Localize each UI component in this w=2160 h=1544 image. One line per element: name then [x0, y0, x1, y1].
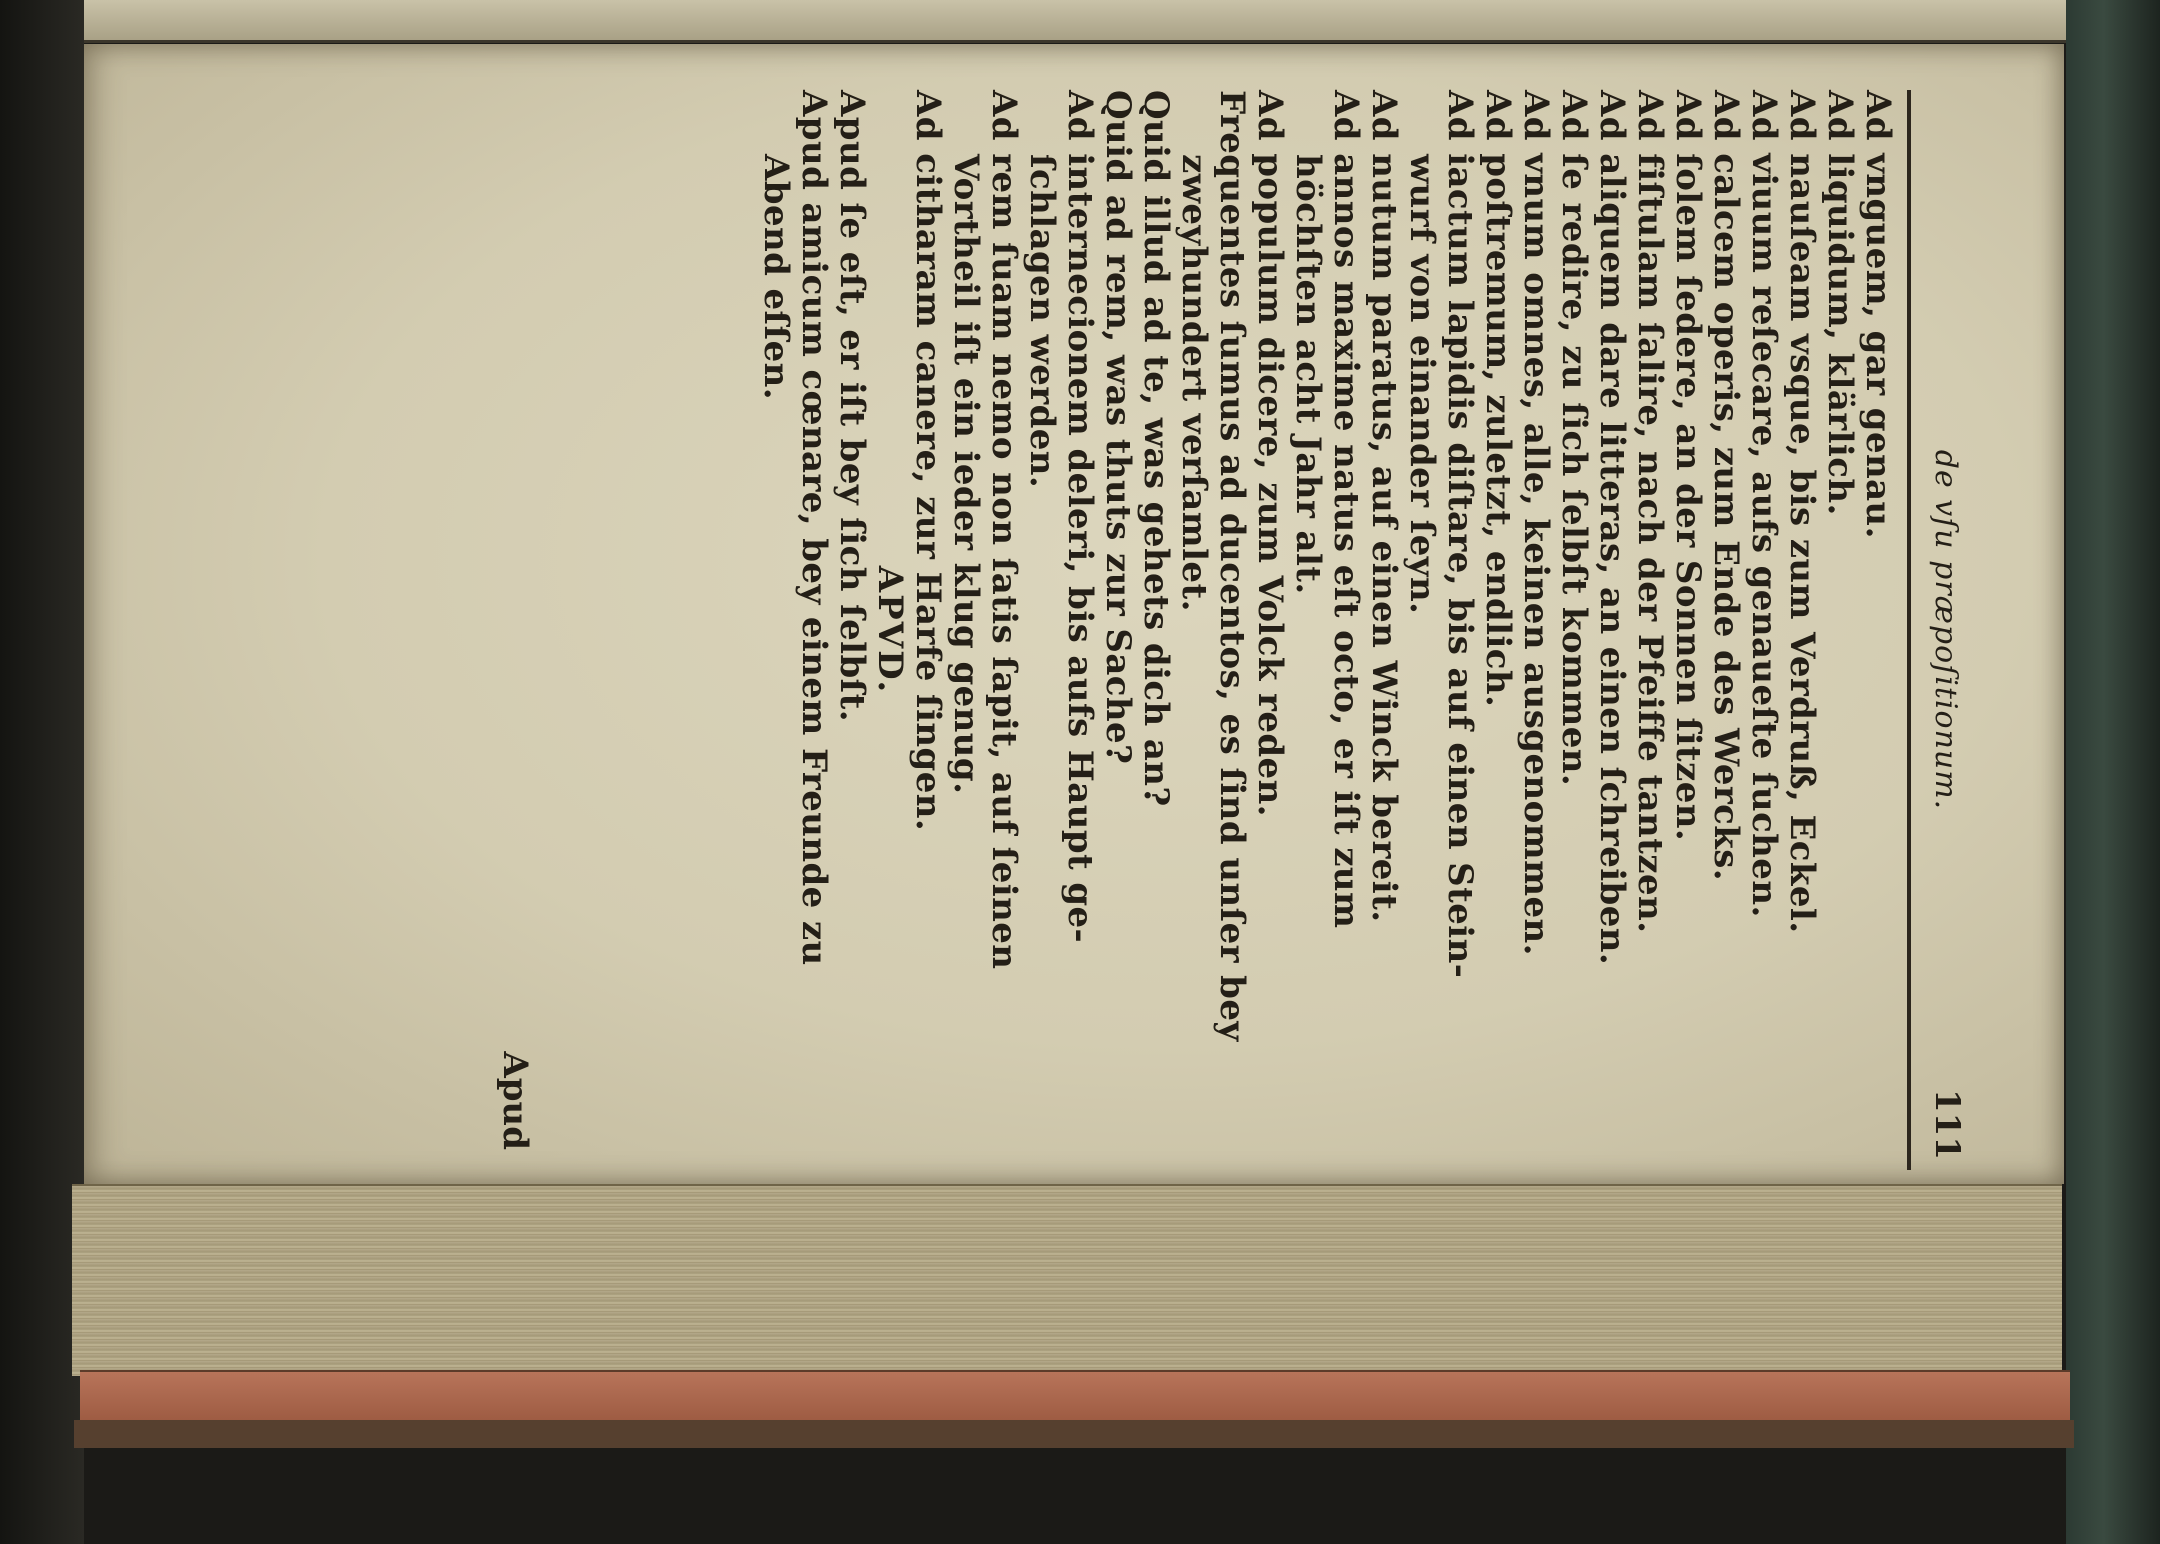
text-line: ſchlagen werden.: [1022, 154, 1062, 489]
text-line: Ad internecionem deleri, bis aufs Haupt ge-: [1060, 90, 1100, 944]
text-lines: [757, 90, 1897, 1170]
text-line: Ad liquidum, klärlich.: [1820, 90, 1860, 516]
cover-board-shadow: [74, 1420, 2074, 1448]
text-line: Abend eſſen.: [756, 154, 796, 400]
text-line: Ad vnguem, gar genau.: [1858, 90, 1898, 539]
text-line: Apud ſe eſt, er iſt bey ſich ſelbſt.: [832, 90, 872, 722]
text-line: Ad ſe redire, zu ſich ſelbſt kommen.: [1554, 90, 1594, 787]
cover-board-edge: [80, 1370, 2070, 1424]
text-line: Apud amicum cœnare, bey einem Freunde zu: [794, 90, 834, 966]
text-line: zweyhundert verſamlet.: [1174, 154, 1214, 612]
text-line: Ad nutum paratus, auf einen Winck bereit.: [1364, 90, 1404, 923]
running-head: de vſu præpoſitionum.: [1928, 449, 1963, 811]
text-line: Ad ſolem ſedere, an der Sonnen ſitzen.: [1668, 90, 1708, 842]
text-line: Ad citharam canere, zur Harfe ſingen.: [908, 90, 948, 832]
text-line: Frequentes ſumus ad ducentos, es ſind unſer bey: [1212, 90, 1252, 1042]
text-line: Quid ad rem, was thuts zur Sache?: [1098, 90, 1138, 765]
text-line: Ad annos maxime natus eſt octo, er iſt zum: [1326, 90, 1366, 929]
text-line: Ad poſtremum, zuletzt, endlich.: [1478, 90, 1518, 708]
text-line: Ad fiſtulam ſalire, nach der Pfeiffe tantzen.: [1630, 90, 1670, 934]
text-line: Ad rem ſuam nemo non ſatis ſapit, auf ſeinen: [984, 90, 1024, 970]
section-heading: APVD.: [870, 565, 910, 695]
header-rule: [1907, 90, 1911, 1170]
book-cover-right: [2066, 0, 2160, 1544]
facing-page-edge: [84, 0, 2074, 43]
text-line: Ad viuum reſecare, aufs genaueſte ſuchen.: [1744, 90, 1784, 918]
text-line: Ad iactum lapidis diſtare, bis auf einen Stein-: [1440, 90, 1480, 979]
text-line: wurf von einander ſeyn.: [1402, 154, 1442, 615]
text-line: Vortheil iſt ein ieder klug genug.: [946, 154, 986, 795]
text-line: Ad aliquem dare litteras, an einen ſchreiben.: [1592, 90, 1632, 966]
text-line: höchſten acht Jahr alt.: [1288, 154, 1328, 595]
text-line: Ad populum dicere, zum Volck reden.: [1250, 90, 1290, 817]
catchword: Apud: [495, 1051, 535, 1150]
printed-text-block: [425, 90, 1975, 1170]
text-line: Quid illud ad te, was gehets dich an?: [1136, 90, 1176, 807]
text-line: Ad nauſeam vsque, bis zum Verdruß, Eckel.: [1782, 90, 1822, 934]
text-line: Ad vnum omnes, alle, keinen ausgenommen.: [1516, 90, 1556, 956]
text-line: Ad calcem operis, zum Ende des Wercks.: [1706, 90, 1746, 882]
page-number: 111: [1927, 1089, 1967, 1160]
page-header: [1895, 90, 1975, 1170]
page-block-edge: [72, 1184, 2062, 1376]
